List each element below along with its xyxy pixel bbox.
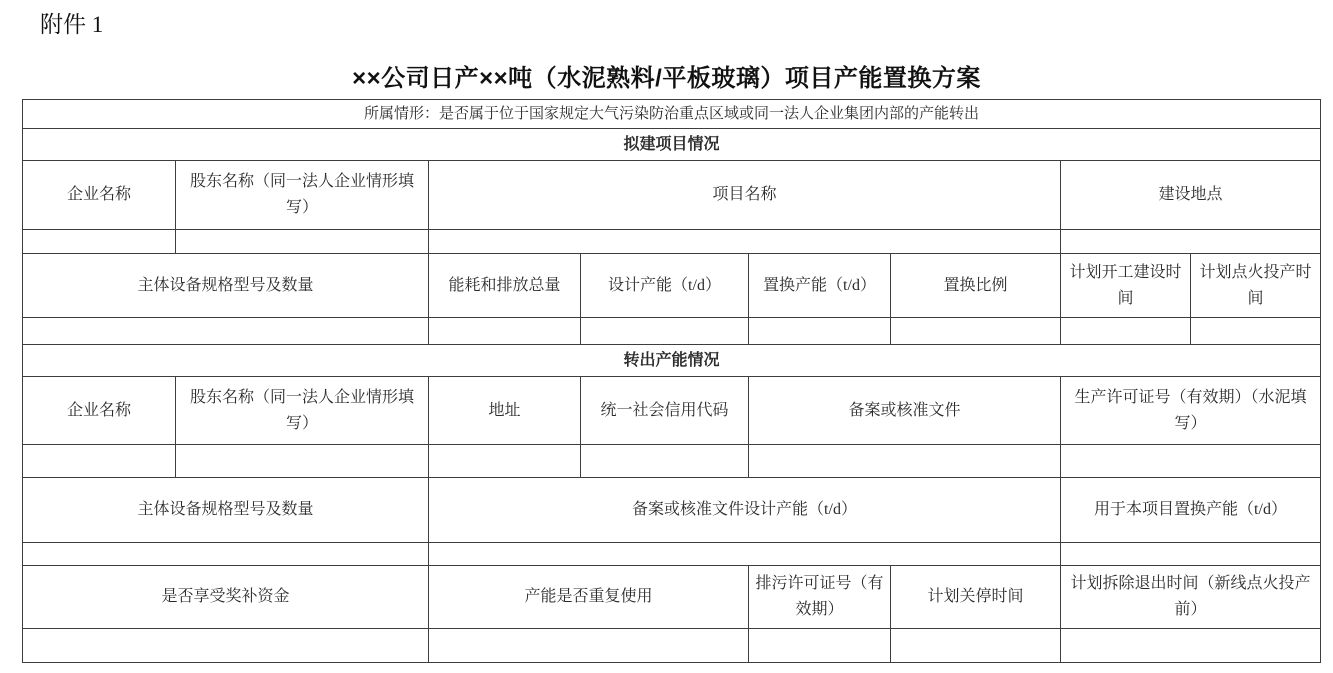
header-transfer-shareholder-name: 股东名称（同一法人企业情形填写） [176, 377, 429, 445]
header-capacity-reused: 产能是否重复使用 [429, 566, 749, 629]
header-address: 地址 [429, 377, 581, 445]
input-cell-design-capacity [581, 318, 749, 345]
header-production-license: 生产许可证号（有效期）（水泥填写） [1061, 377, 1321, 445]
input-cell-capacity-reused [429, 629, 749, 663]
header-replacement-ratio: 置换比例 [891, 254, 1061, 318]
input-cell-pollution-discharge-permit [749, 629, 891, 663]
capacity-replacement-table [22, 99, 1321, 663]
header-subsidy-funds: 是否享受奖补资金 [23, 566, 429, 629]
input-cell-social-credit-code [581, 445, 749, 478]
header-shareholder-name: 股东名称（同一法人企业情形填写） [176, 161, 429, 230]
header-design-capacity: 设计产能（t/d） [581, 254, 749, 318]
input-cell-planned-ignition-time [1191, 318, 1321, 345]
section-transfer-capacity: 转出产能情况 [23, 345, 1321, 377]
header-construction-site: 建设地点 [1061, 161, 1321, 230]
input-cell-energy-emission-total [429, 318, 581, 345]
header-planned-demolition-time: 计划拆除退出时间（新线点火投产前） [1061, 566, 1321, 629]
document-title: ××公司日产××吨（水泥熟料/平板玻璃）项目产能置换方案 [352, 65, 981, 92]
header-replacement-capacity: 置换产能（t/d） [749, 254, 891, 318]
input-cell-shareholder-name [176, 230, 429, 254]
header-filing-design-capacity: 备案或核准文件设计产能（t/d） [429, 478, 1061, 543]
input-cell-replacement-capacity [749, 318, 891, 345]
header-planned-construction-start-time: 计划开工建设时间 [1061, 254, 1191, 318]
header-main-equipment: 主体设备规格型号及数量 [23, 254, 429, 318]
input-cell-transfer-shareholder-name [176, 445, 429, 478]
input-cell-filing-approval-document [749, 445, 1061, 478]
header-enterprise-name: 企业名称 [23, 161, 176, 230]
input-cell-construction-site [1061, 230, 1321, 254]
input-cell-filing-design-capacity [429, 543, 1061, 566]
input-cell-transfer-enterprise-name [23, 445, 176, 478]
input-cell-main-equipment [23, 318, 429, 345]
input-cell-address [429, 445, 581, 478]
input-cell-planned-construction-start-time [1061, 318, 1191, 345]
header-pollution-discharge-permit: 排污许可证号（有效期） [749, 566, 891, 629]
section-proposed-project: 拟建项目情况 [23, 129, 1321, 161]
input-cell-capacity-for-this-project [1061, 543, 1321, 566]
input-cell-project-name [429, 230, 1061, 254]
header-filing-approval-document: 备案或核准文件 [749, 377, 1061, 445]
header-capacity-for-this-project: 用于本项目置换产能（t/d） [1061, 478, 1321, 543]
input-cell-enterprise-name [23, 230, 176, 254]
input-cell-replacement-ratio [891, 318, 1061, 345]
input-cell-production-license [1061, 445, 1321, 478]
input-cell-transfer-main-equipment [23, 543, 429, 566]
attachment-label: 附件 1 [40, 12, 104, 37]
header-planned-ignition-time: 计划点火投产时间 [1191, 254, 1321, 318]
header-social-credit-code: 统一社会信用代码 [581, 377, 749, 445]
input-cell-subsidy-funds [23, 629, 429, 663]
header-transfer-enterprise-name: 企业名称 [23, 377, 176, 445]
input-cell-planned-demolition-time [1061, 629, 1321, 663]
header-energy-emission-total: 能耗和排放总量 [429, 254, 581, 318]
situation-row: 所属情形：是否属于位于国家规定大气污染防治重点区域或同一法人企业集团内部的产能转出 [23, 100, 1321, 129]
header-planned-shutdown-time: 计划关停时间 [891, 566, 1061, 629]
header-project-name: 项目名称 [429, 161, 1061, 230]
header-transfer-main-equipment: 主体设备规格型号及数量 [23, 478, 429, 543]
input-cell-planned-shutdown-time [891, 629, 1061, 663]
